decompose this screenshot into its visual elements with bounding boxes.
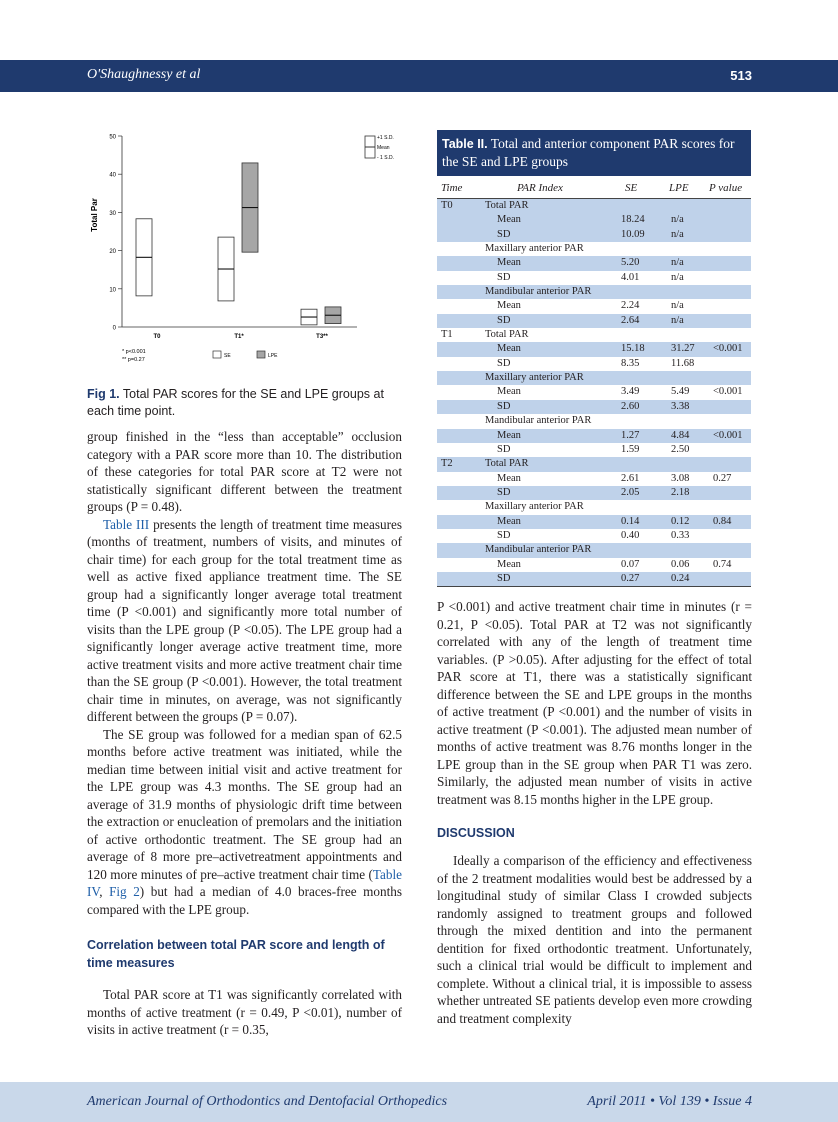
table-row [437, 342, 751, 356]
table-row [437, 558, 751, 572]
table-cell-se: 4.01 [621, 271, 640, 283]
table-iii-link[interactable]: Table III [103, 516, 150, 532]
table-cell-index: Total PAR [485, 200, 529, 211]
box-plot [87, 130, 405, 370]
table-cell-index: Mandibular anterior PAR [485, 286, 592, 298]
table-row [437, 385, 751, 399]
table-cell-lpe: 0.33 [671, 529, 690, 541]
x-tick-label: T1* [234, 334, 244, 340]
col-lpe: LPE [669, 182, 689, 194]
table-cell-p: 0.84 [713, 515, 732, 527]
plot-marks [136, 163, 341, 325]
table-cell-lpe: n/a [671, 257, 684, 269]
figure-1 [87, 130, 405, 370]
col-se: SE [625, 182, 638, 194]
right-para-2: Ideally a comparison of the efficiency and effectiveness of the 2 treatment modalities would best be addressed by a longitudinal study of similar Class I crowded subjects randomly assigned to treatment groups and followed through the mixed dentition and into the permanent dentition for fixed orthodontic treatment. Unfortunately, such a clinical trial would be difficult to implement and complete. Without a clinical trial, it is impossible to assess whether untreated SE patients develop even more crowding and treatment complexity [437, 853, 752, 1026]
table-cell-se: 3.49 [621, 386, 640, 398]
table-label: Table II. [442, 137, 488, 151]
fig-2-link[interactable]: Fig 2 [109, 884, 140, 899]
table-cell-se: 18.24 [621, 214, 645, 226]
table-row [437, 515, 751, 529]
table-row [437, 529, 751, 543]
table-cell-index: Total PAR [485, 329, 529, 341]
table-cell-lpe: 11.68 [671, 357, 695, 369]
table-cell-lpe: n/a [671, 271, 684, 283]
table-cell-se: 2.24 [621, 300, 640, 312]
running-header [0, 60, 838, 92]
se-legend-label: SE [224, 353, 231, 359]
table-cell-index: Mean [497, 300, 521, 312]
table-row [437, 213, 751, 227]
table-row [437, 443, 751, 457]
left-para-1: group finished in the “less than acceptable” occlusion category with a PAR score more than 10. The distribution of these categories for total PAR score at T2 were not statistically significant different between the treatment groups (P = 0.48). [87, 429, 402, 514]
table-title [437, 130, 751, 176]
table-cell-index: SD [497, 486, 511, 498]
table-cell-p: 0.74 [713, 558, 732, 570]
table-cell-index: SD [497, 572, 511, 584]
table-cell-index: Mandibular anterior PAR [485, 415, 592, 427]
x-tick-label: T3** [316, 334, 328, 340]
journal-name: American Journal of Orthodontics and Dentofacial Orthopedics [87, 1094, 448, 1109]
table-row [437, 371, 751, 385]
section-heading-correlation: Correlation between total PAR score and length of time measures [87, 938, 385, 970]
table-cell-se: 8.35 [621, 357, 640, 369]
note-p2: ** p=0.27 [122, 357, 145, 363]
table-title-text: Total and anterior component PAR scores for the SE and LPE groups [442, 136, 735, 169]
table-cell-index: SD [497, 271, 511, 283]
col-p-value: P value [709, 182, 743, 194]
left-para-2: Table III presents the length of treatment time measures (months of treatment, numbers of visits, and minutes of chair time) for each group for the total treatment time as well as active fixed appliance treatment time. The SE group had a significantly longer average total treatment time (P <0.001) and significantly more total number of visits than the LPE group (P <0.05). The LPE group had a significantly longer average active treatment time, more active treatment visits and more active treatment chair time than the SE group (P <0.001). However, the total treatment chair time in minutes, on average, was not significantly different between the groups (P = 0.07). [87, 516, 402, 724]
table-cell-index: Maxillary anterior PAR [485, 372, 584, 384]
table-row [437, 472, 751, 486]
left-para-3: The SE group was followed for a median span of 62.5 months before active treatment was initiated, while the median time between initial visit and active treatment for the LPE group was 4.3 months. The SE group had an average of 31.9 months of physiologic drift time between the extraction or enucleation of premolars and the initiation of active orthodontic treatment. The SE group had an average of 8 more pre–activetreatment appointments and 120 more minutes of pre–active treatment chair time (Table IV, Fig 2) but had a median of 4.0 braces-free months compared with the LPE group. [87, 726, 402, 917]
se-swatch-icon [213, 351, 221, 358]
table-cell-se: 1.59 [621, 443, 640, 455]
table-cell-lpe: 0.06 [671, 558, 690, 570]
table-cell-se: 15.18 [621, 343, 645, 355]
table-cell-lpe: 4.84 [671, 429, 690, 441]
col-time: Time [441, 182, 463, 194]
table-cell-index: SD [497, 443, 511, 455]
table-row [437, 285, 751, 299]
table-bottom-rule [437, 586, 751, 589]
table-cell-se: 0.40 [621, 529, 640, 541]
table-row [437, 314, 751, 328]
table-row [437, 572, 751, 586]
right-column [437, 598, 752, 1027]
legend-plus-sd: +1 S.D. [377, 135, 394, 141]
y-tick-label: 40 [109, 172, 116, 179]
section-heading-discussion: DISCUSSION [437, 826, 515, 840]
table-cell-se: 10.09 [621, 228, 645, 240]
table-cell-index: SD [497, 529, 511, 541]
figure-caption [87, 386, 405, 420]
x-tick-label: T0 [153, 334, 161, 340]
legend-minus-sd: - 1 S.D. [377, 155, 394, 161]
table-cell-se: 2.05 [621, 486, 640, 498]
table-cell-se: 0.27 [621, 572, 640, 584]
table-cell-p: <0.001 [713, 429, 743, 441]
y-tick-label: 20 [109, 249, 116, 256]
table-cell-index: SD [497, 400, 511, 412]
figure-caption-label: Fig 1. [87, 387, 120, 401]
table-row [437, 242, 751, 256]
table-cell-lpe: 3.08 [671, 472, 690, 484]
table-row [437, 199, 751, 213]
y-axis-label: Total Par [90, 198, 99, 232]
table-cell-time: T2 [441, 458, 453, 470]
table-cell-lpe: 31.27 [671, 343, 695, 355]
table-cell-index: Mean [497, 343, 521, 355]
table-row [437, 414, 751, 428]
table-cell-index: Mean [497, 515, 521, 527]
y-tick-label: 0 [112, 325, 116, 332]
table-row [437, 299, 751, 313]
table-cell-index: SD [497, 228, 511, 240]
y-tick-label: 50 [109, 134, 116, 141]
table-iv-link[interactable]: Table IV [87, 866, 402, 899]
table-cell-lpe: 5.49 [671, 386, 690, 398]
table-cell-se: 0.14 [621, 515, 640, 527]
table-cell-index: Maxillary anterior PAR [485, 243, 584, 255]
table-row [437, 256, 751, 270]
figure-caption-text: Total PAR scores for the SE and LPE groups at each time point. [87, 387, 384, 418]
table-cell-lpe: n/a [671, 300, 684, 312]
table-row [437, 486, 751, 500]
table-cell-index: Mean [497, 472, 521, 484]
lpe-swatch-icon [257, 351, 265, 358]
table-cell-index: Total PAR [485, 458, 529, 470]
table-cell-se: 2.61 [621, 472, 640, 484]
table-row [437, 543, 751, 557]
table-cell-lpe: 0.12 [671, 515, 690, 527]
table-cell-index: Mean [497, 257, 521, 269]
table-cell-time: T1 [441, 329, 453, 341]
table-cell-index: Mean [497, 214, 521, 226]
col-par-index: PAR Index [517, 182, 563, 194]
table-cell-time: T0 [441, 200, 453, 211]
issue-info: April 2011 • Vol 139 • Issue 4 [587, 1094, 752, 1109]
table-cell-index: Mandibular anterior PAR [485, 544, 592, 556]
table-row [437, 457, 751, 471]
running-author: O'Shaughnessy et al [87, 67, 201, 82]
table-cell-se: 2.64 [621, 314, 640, 326]
table-cell-p: <0.001 [713, 386, 743, 398]
table-row [437, 357, 751, 371]
table-cell-se: 0.07 [621, 558, 640, 570]
table-header-row [437, 176, 751, 199]
table-body [437, 199, 751, 586]
legend-mean: Mean [377, 145, 390, 151]
table-cell-index: Mean [497, 386, 521, 398]
table-cell-se: 1.27 [621, 429, 640, 441]
table-cell-lpe: n/a [671, 228, 684, 240]
table-row [437, 328, 751, 342]
table-cell-index: SD [497, 357, 511, 369]
table-cell-p: <0.001 [713, 343, 743, 355]
left-column [87, 428, 402, 1039]
left-para-4: Total PAR score at T1 was significantly correlated with months of active treatment (r = 0.49, P <0.01), number of visits in active treatment (r = 0.35, [87, 987, 402, 1037]
running-footer [0, 1082, 838, 1122]
right-para-1: P <0.001) and active treatment chair time in minutes (r = 0.21, P <0.05). Total PAR at T2 was not significantly correlated with any of the length of treatment time variables. (P >0.05). After adjusting for the effect of total PAR score at T1, there was a statistically significant difference between the SE and LPE groups in the months of active treatment (P <0.001) and the number of visits in active treatment (P <0.001). The adjusted mean number of months of active treatment was 8.76 months longer in the LPE group than in the SE group when PAR T1 was zero. Similarly, the adjusted mean number of visits in active treatment was 8.15 months higher in the LPE group. [437, 599, 752, 807]
table-row [437, 500, 751, 514]
table-ii [437, 130, 751, 589]
table-cell-lpe: 2.18 [671, 486, 690, 498]
table-cell-lpe: n/a [671, 314, 684, 326]
table-cell-p: 0.27 [713, 472, 732, 484]
table-cell-index: Mean [497, 429, 521, 441]
lpe-legend-label: LPE [268, 353, 278, 359]
table-cell-lpe: 2.50 [671, 443, 690, 455]
table-cell-lpe: n/a [671, 214, 684, 226]
table-cell-index: SD [497, 314, 511, 326]
table-row [437, 400, 751, 414]
table-cell-lpe: 3.38 [671, 400, 690, 412]
table-cell-se: 5.20 [621, 257, 640, 269]
table-row [437, 228, 751, 242]
y-tick-label: 30 [109, 210, 116, 217]
note-p1: * p<0.001 [122, 349, 146, 355]
table-cell-index: Mean [497, 558, 521, 570]
page-number: 513 [730, 68, 752, 83]
table-row [437, 429, 751, 443]
table-cell-lpe: 0.24 [671, 572, 690, 584]
y-tick-label: 10 [109, 287, 116, 294]
table-cell-index: Maxillary anterior PAR [485, 501, 584, 513]
table-row [437, 271, 751, 285]
table-cell-se: 2.60 [621, 400, 640, 412]
